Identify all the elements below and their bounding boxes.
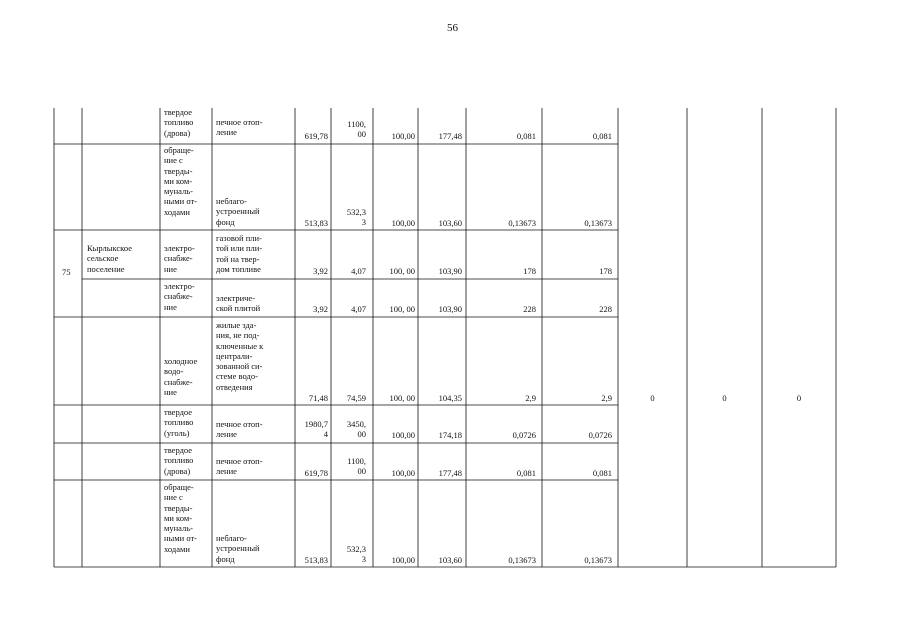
category-cell: печное отоп- ление xyxy=(216,117,263,138)
tail-value-3: 0 xyxy=(796,393,802,403)
value-cell: 100,00 xyxy=(391,555,415,565)
value-cell: 0,13673 xyxy=(584,218,612,228)
value-cell: 513,83 xyxy=(304,218,328,228)
value-cell: 178 xyxy=(599,266,612,276)
category-cell: электриче- ской плитой xyxy=(216,293,261,314)
value-cell: 100,00 xyxy=(391,218,415,228)
service-cell: обраще- ние с тверды- ми ком- муналь- ными от- ходами xyxy=(164,482,197,554)
category-cell: неблаго- устроенный фонд xyxy=(216,196,260,227)
value-cell: 2,9 xyxy=(601,393,612,403)
value-cell: 3450, 00 xyxy=(346,419,366,440)
value-cell: 71,48 xyxy=(308,393,328,403)
service-cell: твердое топливо (уголь) xyxy=(164,407,194,438)
value-cell: 532,3 3 xyxy=(346,544,366,565)
value-cell: 103,60 xyxy=(438,555,462,565)
value-cell: 100, 00 xyxy=(389,304,415,314)
service-cell: электро- снабже- ние xyxy=(164,243,195,274)
value-cell: 0,13673 xyxy=(584,555,612,565)
category-cell: газовой пли- той или пли- той на твер- дом топливе xyxy=(216,233,263,274)
value-cell: 0,081 xyxy=(516,468,536,478)
value-cell: 228 xyxy=(599,304,612,314)
value-cell: 3,92 xyxy=(313,266,328,276)
value-cell: 4,07 xyxy=(351,304,366,314)
value-cell: 619,78 xyxy=(304,131,328,141)
value-cell: 2,9 xyxy=(525,393,536,403)
value-cell: 1100, 00 xyxy=(347,456,366,477)
row-number: 75 xyxy=(62,267,71,277)
category-cell: печное отоп- ление xyxy=(216,419,263,440)
service-cell: твердое топливо (дрова) xyxy=(164,107,194,138)
value-cell: 4,07 xyxy=(351,266,366,276)
category-cell: неблаго- устроенный фонд xyxy=(216,533,260,564)
value-cell: 178 xyxy=(523,266,536,276)
service-cell: твердое топливо (дрова) xyxy=(164,445,194,476)
value-cell: 0,0726 xyxy=(512,430,536,440)
value-cell: 1980,7 4 xyxy=(304,419,328,440)
value-cell: 228 xyxy=(523,304,536,314)
tail-value-1: 0 xyxy=(650,393,655,403)
value-cell: 100,00 xyxy=(391,430,415,440)
value-cell: 74,59 xyxy=(346,393,366,403)
service-cell: обраще- ние с тверды- ми ком- муналь- ными от- ходами xyxy=(164,145,197,217)
tail-value-2: 0 xyxy=(722,393,727,403)
value-cell: 103,90 xyxy=(438,266,462,276)
value-cell: 177,48 xyxy=(438,468,462,478)
value-cell: 619,78 xyxy=(304,468,328,478)
value-cell: 1100, 00 xyxy=(347,119,366,140)
value-cell: 0,081 xyxy=(592,131,612,141)
value-cell: 0,0726 xyxy=(588,430,612,440)
category-cell: жилые зда- ния, не под- ключенные к централи- зованной си- стеме водо- отведения xyxy=(216,320,264,392)
value-cell: 100, 00 xyxy=(389,266,415,276)
page-number: 56 xyxy=(447,22,458,34)
value-cell: 103,60 xyxy=(438,218,462,228)
value-cell: 3,92 xyxy=(313,304,328,314)
value-cell: 0,081 xyxy=(516,131,536,141)
value-cell: 0,13673 xyxy=(508,555,536,565)
value-cell: 100, 00 xyxy=(389,393,415,403)
value-cell: 104,35 xyxy=(438,393,462,403)
value-cell: 532,3 3 xyxy=(346,207,366,228)
service-cell: электро- снабже- ние xyxy=(164,281,195,312)
value-cell: 100,00 xyxy=(391,131,415,141)
value-cell: 100,00 xyxy=(391,468,415,478)
value-cell: 177,48 xyxy=(438,131,462,141)
value-cell: 513,83 xyxy=(304,555,328,565)
service-cell: холодное водо- снабже- ние xyxy=(164,356,198,397)
value-cell: 0,081 xyxy=(592,468,612,478)
value-cell: 174,18 xyxy=(438,430,462,440)
value-cell: 0,13673 xyxy=(508,218,536,228)
value-cell: 103,90 xyxy=(438,304,462,314)
settlement-name: Кырлыкское сельское поселение xyxy=(87,243,132,274)
category-cell: печное отоп- ление xyxy=(216,456,263,477)
